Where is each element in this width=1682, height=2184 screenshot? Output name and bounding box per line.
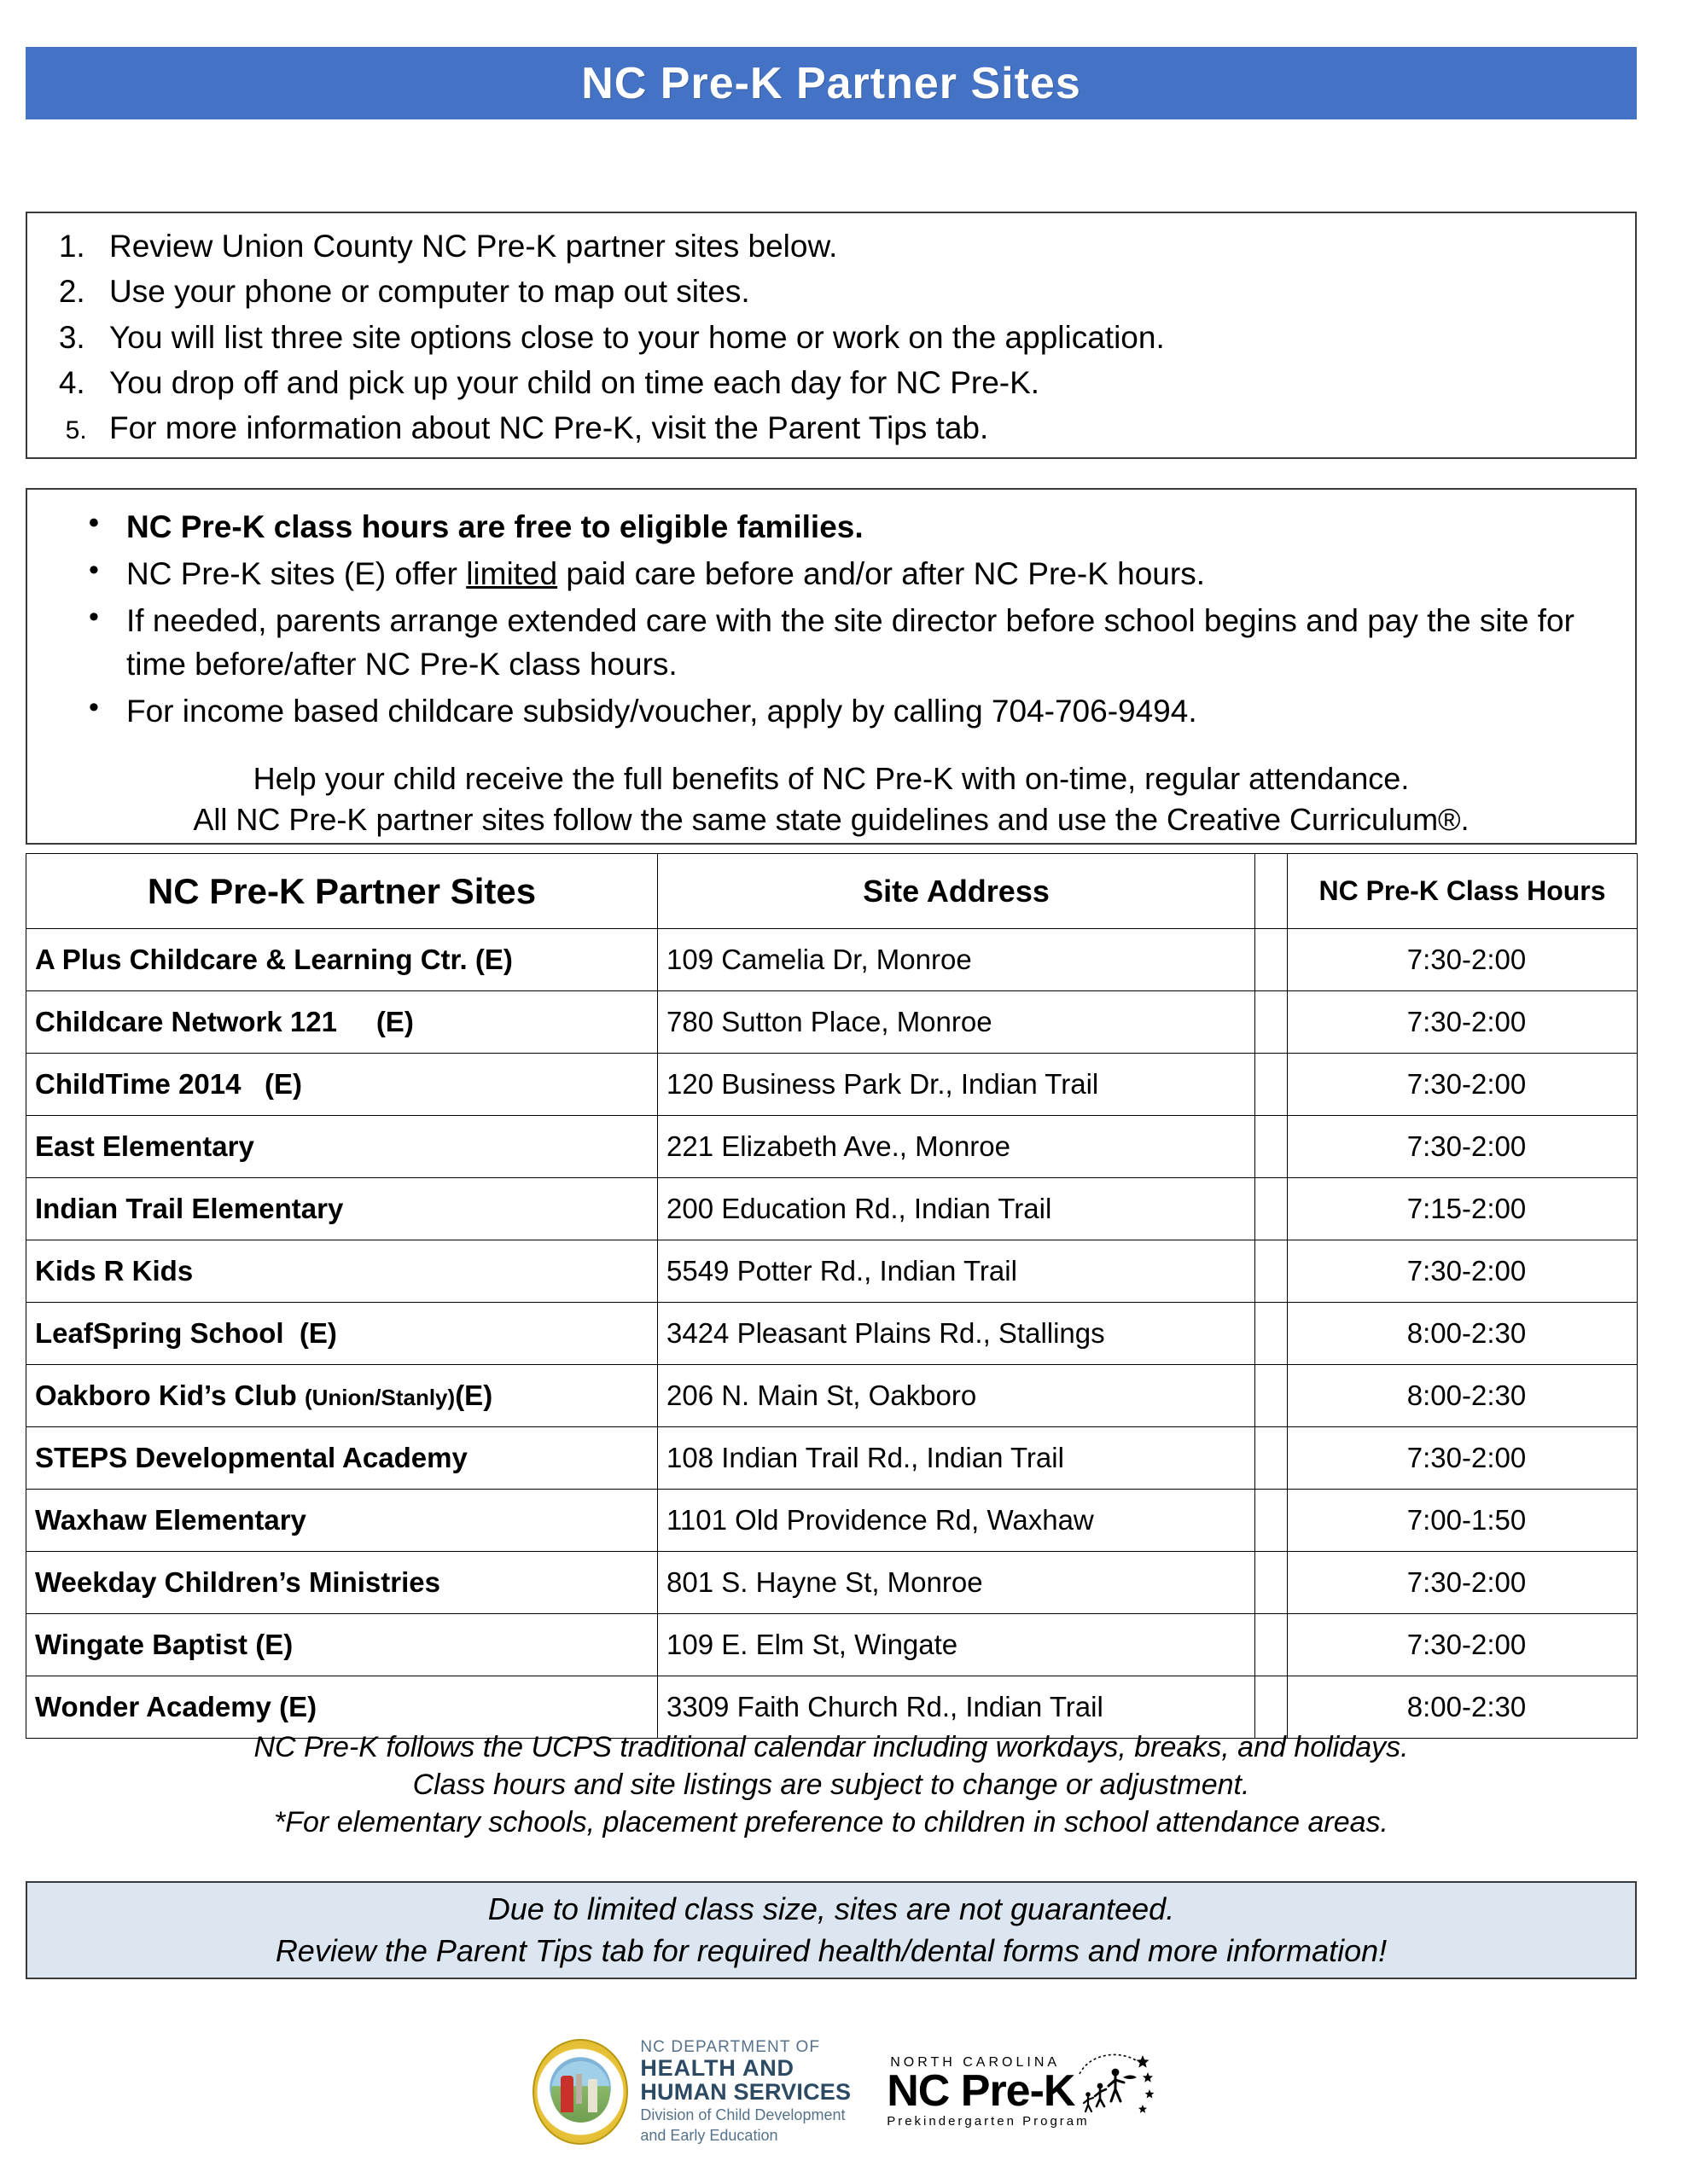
table-row: [26, 1490, 1638, 1552]
cell-class-hours: 7:30-2:00: [1288, 1614, 1638, 1676]
site-name-qualifier: (Union/Stanly): [304, 1385, 456, 1410]
cell-site-name: Waxhaw Elementary: [26, 1490, 658, 1552]
cell-site-name: Kids R Kids: [26, 1240, 658, 1303]
table-row: [26, 1178, 1638, 1240]
cell-spacer: [1255, 991, 1288, 1054]
table-row: [26, 1240, 1638, 1303]
cell-class-hours: 8:00-2:30: [1288, 1303, 1638, 1365]
cell-site-address: 221 Elizabeth Ave., Monroe: [658, 1116, 1255, 1178]
table-header-row: [26, 854, 1638, 929]
policy-bullet-2: [84, 552, 1599, 595]
cell-spacer: [1255, 1365, 1288, 1427]
policy-notes-box: [26, 488, 1637, 845]
nc-dhhs-logo-text: [640, 2039, 851, 2145]
table-row: [26, 1365, 1638, 1427]
instructions-list: [27, 224, 1635, 450]
cell-site-name: East Elementary: [26, 1116, 658, 1178]
cell-class-hours: 7:30-2:00: [1288, 991, 1638, 1054]
attendance-note-line-1: Help your child receive the full benefits of NC Pre-K with on-time, regular attendance.: [253, 761, 1410, 797]
table-row: [26, 1054, 1638, 1116]
cell-spacer: [1255, 1427, 1288, 1490]
prek-logo-sub-text: Prekindergarten Program: [887, 2113, 1090, 2129]
table-row: [26, 1614, 1638, 1676]
instruction-item-3: 3. You will list three site options close to your home or work on the application.: [94, 315, 1635, 360]
cell-site-address: 3309 Faith Church Rd., Indian Trail: [658, 1676, 1255, 1739]
instruction-item-2: 2. Use your phone or computer to map out sites.: [94, 269, 1635, 314]
cell-spacer: [1255, 1240, 1288, 1303]
cell-class-hours: 7:30-2:00: [1288, 1054, 1638, 1116]
dhhs-line-1: NC DEPARTMENT OF: [640, 2038, 821, 2057]
cell-class-hours: 7:00-1:50: [1288, 1490, 1638, 1552]
cell-site-address: 801 S. Hayne St, Monroe: [658, 1552, 1255, 1614]
cell-class-hours: 7:30-2:00: [1288, 1240, 1638, 1303]
policy-bullet-list: [27, 505, 1635, 733]
column-header-site-address: Site Address: [658, 854, 1255, 929]
table-row: [26, 1303, 1638, 1365]
cell-site-address: 109 Camelia Dr, Monroe: [658, 929, 1255, 991]
cell-site-name: Indian Trail Elementary: [26, 1178, 658, 1240]
nc-dhhs-logo: [533, 2039, 851, 2145]
cell-spacer: [1255, 1614, 1288, 1676]
cell-class-hours: 8:00-2:30: [1288, 1365, 1638, 1427]
cell-site-name: Childcare Network 121 (E): [26, 991, 658, 1054]
cell-site-address: 3424 Pleasant Plains Rd., Stallings: [658, 1303, 1255, 1365]
site-name-tail: (E): [455, 1380, 493, 1411]
instruction-item-4: 4. You drop off and pick up your child on time each day for NC Pre-K.: [94, 360, 1635, 405]
footnote-line-1: NC Pre-K follows the UCPS traditional calendar including workdays, breaks, and holidays.: [253, 1731, 1409, 1763]
dhhs-line-3: HUMAN SERVICES: [640, 2079, 852, 2105]
cell-spacer: [1255, 1552, 1288, 1614]
footer-logos: [0, 2039, 1682, 2145]
cell-site-address: 108 Indian Trail Rd., Indian Trail: [658, 1427, 1255, 1490]
cell-site-name: Wingate Baptist (E): [26, 1614, 658, 1676]
policy-bullet-4: • For income based childcare subsidy/voucher, apply by calling 704-706-9494.: [84, 689, 1599, 733]
cell-spacer: [1255, 1178, 1288, 1240]
dhhs-line-4b: and Early Education: [640, 2126, 778, 2144]
nc-prek-logo: [887, 2055, 1149, 2129]
cell-class-hours: 7:30-2:00: [1288, 1427, 1638, 1490]
cell-site-name: ChildTime 2014 (E): [26, 1054, 658, 1116]
prek-logo-top-text: NORTH CAROLINA: [890, 2055, 1061, 2071]
attendance-note-line-2: All NC Pre-K partner sites follow the same state guidelines and use the Creative Curriculum®.: [193, 801, 1470, 837]
cell-site-address: 1101 Old Providence Rd, Waxhaw: [658, 1490, 1255, 1552]
cell-site-name: LeafSpring School (E): [26, 1303, 658, 1365]
cell-class-hours: 7:30-2:00: [1288, 1552, 1638, 1614]
cell-spacer: [1255, 1490, 1288, 1552]
footnote-line-3: *For elementary schools, placement preference to children in school attendance areas.: [274, 1806, 1388, 1839]
cell-site-address: 5549 Potter Rd., Indian Trail: [658, 1240, 1255, 1303]
table-footnotes: [26, 1728, 1637, 1842]
cell-site-address: 200 Education Rd., Indian Trail: [658, 1178, 1255, 1240]
page-title: NC Pre-K Partner Sites: [581, 58, 1081, 108]
footnote-line-2: Class hours and site listings are subject to change or adjustment.: [412, 1769, 1250, 1802]
bottom-callout-box: [26, 1881, 1637, 1979]
policy-bullet-1: • NC Pre-K class hours are free to eligible families.: [84, 505, 1599, 549]
prek-logo-main-text: NC Pre-K: [887, 2066, 1075, 2117]
instruction-item-5: 5. For more information about NC Pre-K, visit the Parent Tips tab.: [94, 405, 1635, 450]
cell-class-hours: 7:30-2:00: [1288, 929, 1638, 991]
column-header-spacer: [1255, 854, 1288, 929]
bullet-2-post: paid care before and/or after NC Pre-K hours.: [557, 556, 1205, 592]
cell-class-hours: 7:15-2:00: [1288, 1178, 1638, 1240]
cell-site-name: Weekday Children’s Ministries: [26, 1552, 658, 1614]
callout-line-1: Due to limited class size, sites are not guaranteed.: [487, 1891, 1175, 1926]
bullet-2-underlined: limited: [466, 556, 558, 592]
children-and-stars-icon: [1076, 2052, 1155, 2125]
instruction-item-1: 1. Review Union County NC Pre-K partner sites below.: [94, 224, 1635, 269]
cell-site-name: STEPS Developmental Academy: [26, 1427, 658, 1490]
cell-class-hours: 7:30-2:00: [1288, 1116, 1638, 1178]
cell-site-address: 206 N. Main St, Oakboro: [658, 1365, 1255, 1427]
table-row: [26, 1427, 1638, 1490]
cell-spacer: [1255, 929, 1288, 991]
table-row: [26, 929, 1638, 991]
cell-spacer: [1255, 1054, 1288, 1116]
cell-site-name: Wonder Academy (E): [26, 1676, 658, 1739]
table-header: [26, 854, 1638, 929]
partner-sites-table: [26, 853, 1638, 1739]
cell-site-address: 120 Business Park Dr., Indian Trail: [658, 1054, 1255, 1116]
table-row: [26, 1552, 1638, 1614]
site-name-main: Oakboro Kid’s Club: [35, 1380, 305, 1411]
table-row: [26, 1116, 1638, 1178]
dhhs-line-4a: Division of Child Development: [640, 2106, 846, 2124]
bullet-2-pre: NC Pre-K sites (E) offer: [126, 556, 467, 592]
table-row: [26, 991, 1638, 1054]
table-body: [26, 929, 1638, 1739]
policy-bullet-3: • If needed, parents arrange extended care with the site director before school begins and pay the site for time before/after NC Pre-K class hours.: [84, 599, 1599, 686]
cell-site-address: 109 E. Elm St, Wingate: [658, 1614, 1255, 1676]
callout-line-2: Review the Parent Tips tab for required health/dental forms and more information!: [275, 1932, 1388, 1968]
instructions-box: [26, 212, 1637, 459]
cell-site-name: [26, 1365, 658, 1427]
dhhs-line-2: HEALTH AND: [640, 2054, 794, 2081]
cell-class-hours: 8:00-2:30: [1288, 1676, 1638, 1739]
cell-spacer: [1255, 1303, 1288, 1365]
column-header-class-hours: NC Pre-K Class Hours: [1288, 854, 1638, 929]
cell-site-address: 780 Sutton Place, Monroe: [658, 991, 1255, 1054]
nc-state-seal-icon: [533, 2039, 628, 2145]
page-title-banner: [26, 47, 1637, 119]
cell-site-name: A Plus Childcare & Learning Ctr. (E): [26, 929, 658, 991]
attendance-note: [27, 736, 1635, 839]
column-header-site-name: NC Pre-K Partner Sites: [26, 854, 658, 929]
cell-spacer: [1255, 1116, 1288, 1178]
